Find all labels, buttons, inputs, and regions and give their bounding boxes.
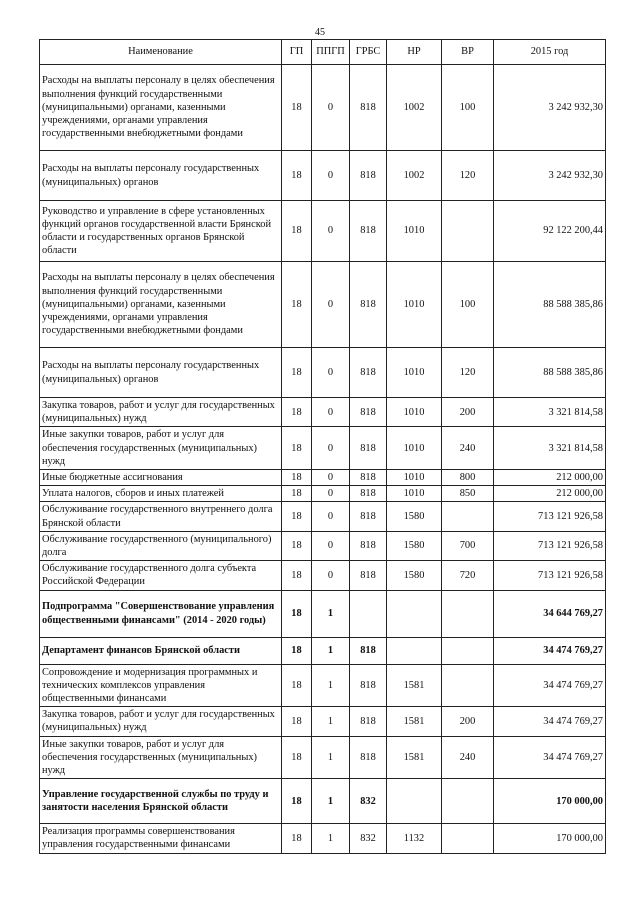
row-gp: 18 (282, 398, 312, 427)
row-nr: 1580 (387, 531, 442, 560)
row-grbs: 818 (350, 151, 387, 201)
row-amount: 3 321 814,58 (494, 398, 606, 427)
table-row (40, 262, 606, 348)
row-grbs: 818 (350, 707, 387, 736)
row-name: Реализация программы совершенствования управления государственными финансами (40, 824, 282, 853)
row-amount: 34 474 769,27 (494, 664, 606, 707)
table-row (40, 664, 606, 707)
table-row (40, 531, 606, 560)
header-nr: НР (387, 40, 442, 65)
header-year: 2015 год (494, 40, 606, 65)
row-name: Управление государственной службы по труду и занятости населения Брянской области (40, 779, 282, 824)
row-grbs: 818 (350, 531, 387, 560)
row-nr: 1010 (387, 486, 442, 502)
row-amount: 3 321 814,58 (494, 427, 606, 470)
row-grbs: 818 (350, 502, 387, 531)
row-ppgp: 0 (312, 470, 350, 486)
header-vr: ВР (442, 40, 494, 65)
table-row (40, 779, 606, 824)
row-ppgp: 1 (312, 590, 350, 637)
table-row (40, 65, 606, 151)
row-vr: 240 (442, 427, 494, 470)
header-ppgp: ППГП (312, 40, 350, 65)
page-number: 45 (315, 27, 325, 38)
row-gp: 18 (282, 470, 312, 486)
row-ppgp: 0 (312, 65, 350, 151)
table-row (40, 427, 606, 470)
row-name: Обслуживание государственного внутреннего долга Брянской области (40, 502, 282, 531)
row-ppgp: 0 (312, 398, 350, 427)
row-name: Расходы на выплаты персоналу в целях обеспечения выполнения функций государственными (муниципальными) органами, казенными учреждениями, органами управления государственными внебюджетными фондами (40, 65, 282, 151)
row-vr (442, 502, 494, 531)
header-name: Наименование (40, 40, 282, 65)
row-name: Иные закупки товаров, работ и услуг для обеспечения государственных (муниципальных) нужд (40, 736, 282, 779)
row-gp: 18 (282, 502, 312, 531)
row-grbs: 818 (350, 201, 387, 262)
row-amount: 92 122 200,44 (494, 201, 606, 262)
row-ppgp: 1 (312, 637, 350, 664)
row-gp: 18 (282, 736, 312, 779)
row-nr: 1581 (387, 707, 442, 736)
row-vr: 120 (442, 348, 494, 398)
row-vr: 700 (442, 531, 494, 560)
header-grbs: ГРБС (350, 40, 387, 65)
row-gp: 18 (282, 262, 312, 348)
row-grbs: 818 (350, 470, 387, 486)
row-ppgp: 0 (312, 262, 350, 348)
row-name: Обслуживание государственного долга субъекта Российской Федерации (40, 561, 282, 590)
row-gp: 18 (282, 201, 312, 262)
row-gp: 18 (282, 427, 312, 470)
table-row (40, 398, 606, 427)
row-vr: 100 (442, 262, 494, 348)
row-amount: 34 474 769,27 (494, 707, 606, 736)
row-name: Закупка товаров, работ и услуг для государственных (муниципальных) нужд (40, 707, 282, 736)
row-gp: 18 (282, 590, 312, 637)
row-ppgp: 0 (312, 561, 350, 590)
row-vr: 200 (442, 707, 494, 736)
row-ppgp: 0 (312, 201, 350, 262)
row-nr: 1010 (387, 201, 442, 262)
row-amount: 170 000,00 (494, 779, 606, 824)
row-nr: 1010 (387, 398, 442, 427)
row-nr (387, 779, 442, 824)
row-vr: 100 (442, 65, 494, 151)
row-gp: 18 (282, 531, 312, 560)
table-row (40, 637, 606, 664)
row-amount: 88 588 385,86 (494, 348, 606, 398)
table-row (40, 502, 606, 531)
row-ppgp: 1 (312, 824, 350, 853)
row-name: Расходы на выплаты персоналу в целях обеспечения выполнения функций государственными (муниципальными) органами, казенными учреждениями, органами управления государственными внебюджетными фондами (40, 262, 282, 348)
row-nr: 1002 (387, 65, 442, 151)
row-grbs: 818 (350, 486, 387, 502)
row-amount: 34 474 769,27 (494, 736, 606, 779)
row-gp: 18 (282, 664, 312, 707)
row-name: Уплата налогов, сборов и иных платежей (40, 486, 282, 502)
row-gp: 18 (282, 707, 312, 736)
row-ppgp: 0 (312, 348, 350, 398)
row-nr: 1581 (387, 736, 442, 779)
row-nr: 1002 (387, 151, 442, 201)
row-name: Департамент финансов Брянской области (40, 637, 282, 664)
budget-table (39, 39, 606, 854)
row-nr: 1010 (387, 348, 442, 398)
table-row (40, 151, 606, 201)
row-ppgp: 1 (312, 736, 350, 779)
row-grbs: 832 (350, 779, 387, 824)
row-amount: 713 121 926,58 (494, 531, 606, 560)
table-row (40, 561, 606, 590)
row-grbs: 818 (350, 561, 387, 590)
row-vr (442, 637, 494, 664)
header-row (40, 40, 606, 65)
row-nr: 1010 (387, 427, 442, 470)
row-name: Расходы на выплаты персоналу государственных (муниципальных) органов (40, 151, 282, 201)
row-vr (442, 201, 494, 262)
row-grbs: 818 (350, 398, 387, 427)
row-vr (442, 664, 494, 707)
row-amount: 170 000,00 (494, 824, 606, 853)
row-grbs: 818 (350, 65, 387, 151)
row-grbs: 818 (350, 736, 387, 779)
row-grbs: 818 (350, 348, 387, 398)
row-amount: 212 000,00 (494, 486, 606, 502)
row-ppgp: 1 (312, 707, 350, 736)
row-ppgp: 0 (312, 151, 350, 201)
row-nr (387, 637, 442, 664)
row-name: Подпрограмма "Совершенствование управления общественными финансами" (2014 - 2020 годы) (40, 590, 282, 637)
row-gp: 18 (282, 637, 312, 664)
row-ppgp: 0 (312, 427, 350, 470)
row-ppgp: 0 (312, 502, 350, 531)
table-row (40, 590, 606, 637)
row-name: Иные закупки товаров, работ и услуг для обеспечения государственных (муниципальных) нужд (40, 427, 282, 470)
row-vr (442, 779, 494, 824)
row-name: Закупка товаров, работ и услуг для государственных (муниципальных) нужд (40, 398, 282, 427)
table-row (40, 348, 606, 398)
table-row (40, 736, 606, 779)
row-vr: 850 (442, 486, 494, 502)
row-gp: 18 (282, 65, 312, 151)
row-name: Руководство и управление в сфере установленных функций органов государственной власти Брянской области и государственных органов Брянской области (40, 201, 282, 262)
row-name: Сопровождение и модернизация программных и технических комплексов управления общественными финансами (40, 664, 282, 707)
row-nr: 1580 (387, 561, 442, 590)
table-row (40, 486, 606, 502)
row-nr: 1132 (387, 824, 442, 853)
row-name: Иные бюджетные ассигнования (40, 470, 282, 486)
row-gp: 18 (282, 561, 312, 590)
row-vr: 240 (442, 736, 494, 779)
row-nr: 1580 (387, 502, 442, 531)
row-ppgp: 0 (312, 531, 350, 560)
row-gp: 18 (282, 779, 312, 824)
row-amount: 34 474 769,27 (494, 637, 606, 664)
table-row (40, 707, 606, 736)
row-grbs: 818 (350, 262, 387, 348)
row-vr: 120 (442, 151, 494, 201)
row-vr: 800 (442, 470, 494, 486)
row-amount: 34 644 769,27 (494, 590, 606, 637)
row-grbs: 818 (350, 664, 387, 707)
row-ppgp: 1 (312, 664, 350, 707)
row-gp: 18 (282, 151, 312, 201)
row-amount: 212 000,00 (494, 470, 606, 486)
row-amount: 713 121 926,58 (494, 502, 606, 531)
row-gp: 18 (282, 824, 312, 853)
row-amount: 713 121 926,58 (494, 561, 606, 590)
row-name: Расходы на выплаты персоналу государственных (муниципальных) органов (40, 348, 282, 398)
table-row (40, 824, 606, 853)
row-nr: 1010 (387, 262, 442, 348)
table-row (40, 201, 606, 262)
row-nr: 1581 (387, 664, 442, 707)
row-ppgp: 0 (312, 486, 350, 502)
row-ppgp: 1 (312, 779, 350, 824)
row-vr: 720 (442, 561, 494, 590)
row-grbs: 818 (350, 427, 387, 470)
row-gp: 18 (282, 486, 312, 502)
row-name: Обслуживание государственного (муниципального) долга (40, 531, 282, 560)
row-grbs: 818 (350, 637, 387, 664)
table-row (40, 470, 606, 486)
row-grbs (350, 590, 387, 637)
row-amount: 3 242 932,30 (494, 151, 606, 201)
row-vr (442, 824, 494, 853)
row-amount: 3 242 932,30 (494, 65, 606, 151)
row-gp: 18 (282, 348, 312, 398)
row-grbs: 832 (350, 824, 387, 853)
row-vr: 200 (442, 398, 494, 427)
header-gp: ГП (282, 40, 312, 65)
row-vr (442, 590, 494, 637)
row-nr: 1010 (387, 470, 442, 486)
row-amount: 88 588 385,86 (494, 262, 606, 348)
row-nr (387, 590, 442, 637)
